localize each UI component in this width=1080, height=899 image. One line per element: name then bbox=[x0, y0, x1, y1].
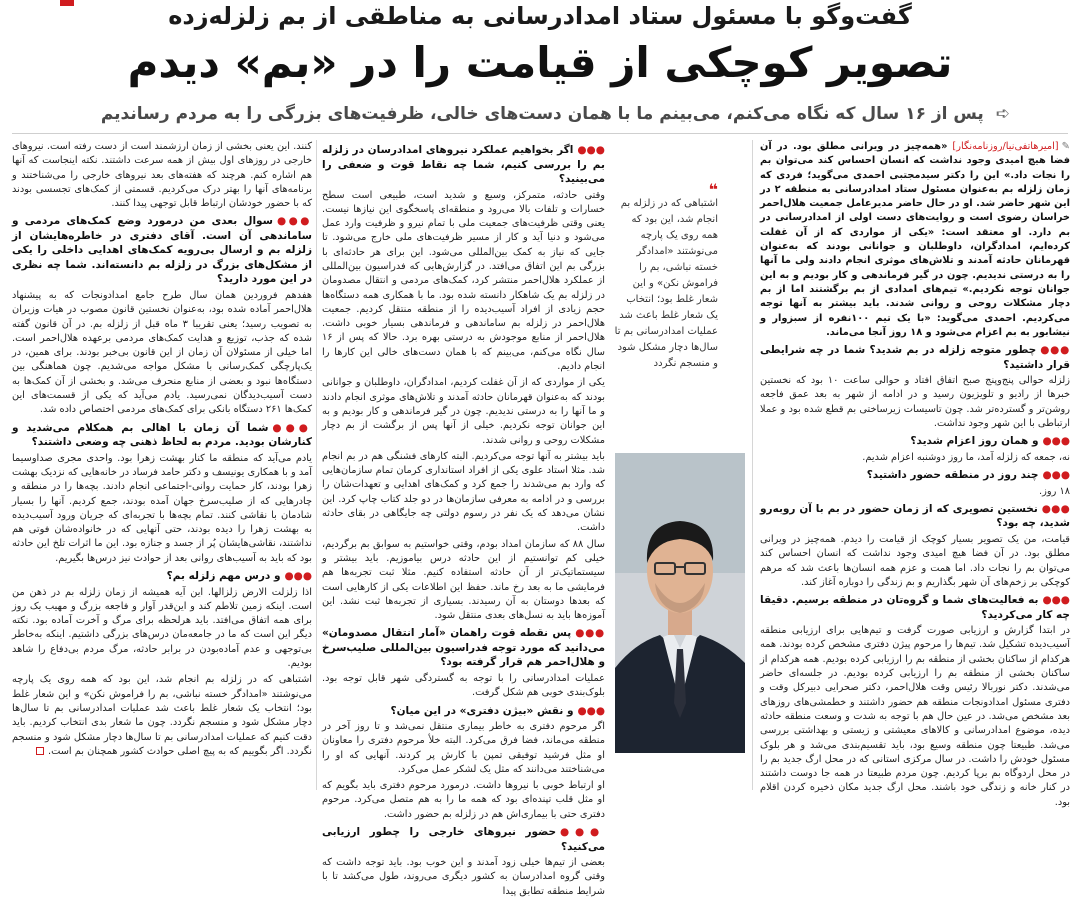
lead-text: «همه‌چیز در ویرانی مطلق بود. در آن فضا هیچ امیدی وجود نداشت که انسان احساس کند می‌توان بم را نجات داد.» این را دکتر سیدمجتبی احمدی می‌گوید؛ فردی که زمان زلزله بم به‌عنوان مسئول ستاد امدادرسانی به منطقه ۲ در این شهر حاضر شد. او در حال حاضر مدیرعامل جمعیت هلال‌احمر خراسان رضوی است و روایت‌های دست اولی از امدادرسانی در بم دارد. او معتقد است: «یکی از مواردی که از آن غفلت کرده‌ایم، امدادگران، داوطلبان و جوانانی بودند که به‌عنوان قهرمانان حادثه آمدند و تلاش‌های موثری انجام دادند ولی ما آنها را به درستی ندیدیم. چون در گیر فرماندهی و کار بودیم و به این جوانان توجه نکردیم.» تیم‌های امدادی از بم برگشتند اما از بم دچار مشکلات روحی و روانی شدند. باید بیشتر به آنها توجه می‌کردیم. احمدی می‌گوید: «با یک تیم ۱۰۰نفره از سبزوار و نیشابور به بم اعزام می‌شود و ۱۸ روز آنجا می‌ماند. bbox=[760, 141, 1070, 338]
subhead-text: پس از ۱۶ سال که نگاه می‌کنم، می‌بینم ما با همان دست‌های خالی، ظرفیت‌های بزرگی را به مردم رساندیم bbox=[100, 104, 984, 124]
question: ●●●و همان روز اعزام شدید؟ bbox=[910, 435, 1070, 448]
portrait-illustration bbox=[615, 453, 745, 753]
answer: اذا زلزلت الارض زلزالها. این آیه همیشه از زمان زلزله بم در ذهن من است. اینکه زمین تلاطم کند و این‌قدر آوار و فاجعه بزرگ و مهیب یک روز برای همه اتفاق می‌افتد. باید هرلحظه برای مرگ و آخرت آماده بود. نکته دیگر این است که ما در جامعه‌مان درس‌های بزرگی داشتیم. اینکه به‌خاطر بی‌توجهی و عدم آماده‌بودن در برابر حادثه، مرگ مردم بی‌دفاع را شاهد بودیم. bbox=[12, 586, 312, 670]
question: ●●●به فعالیت‌های شما و گروه‌تان در منطقه برسیم. دقیقا چه کار می‌کردید؟ bbox=[760, 594, 1070, 621]
header-divider bbox=[12, 133, 1068, 134]
article-headline: تصویر کوچکی از قیامت را در «بم» دیدم bbox=[127, 38, 953, 87]
question: ●●●نخستین تصویری که از زمان حضور در بم با آن روبه‌رو شدید، چه بود؟ bbox=[760, 502, 1070, 530]
bullet-dots-icon: ●●● bbox=[276, 215, 312, 228]
bullet-dots-icon: ●●● bbox=[1042, 594, 1070, 607]
question: ●●●سوال بعدی من درمورد وضع کمک‌های مردمی و ساماندهی آن است. آقای دفتری در خاطره‌هایشان از زلزله بم و ارسال بی‌رویه کمک‌های اهدایی داخلی را یکی از مشکل‌های بزرگ در زلزله بم دانسته‌اند. شما چه نظری در این مورد دارید؟ bbox=[12, 215, 312, 286]
quote-icon: ❝ bbox=[708, 180, 718, 199]
bullet-dots-icon: ●●● bbox=[577, 144, 605, 156]
answer: او ارتباط خوبی با نیروها داشت. درمورد مرحوم دفتری باید بگویم که او مثل قلب تپنده‌ای بود که همه ما را به هم متصل می‌کرد. مرحوم دفتری حتی با بیماری‌اش هم در زلزله بم حضور داشت. bbox=[322, 780, 605, 820]
pen-icon: ✎ bbox=[1061, 141, 1070, 152]
arrow-icon: ➪ bbox=[995, 104, 1010, 124]
right-column bbox=[760, 140, 1070, 808]
answer: اشتباهی که در زلزله بم انجام شد، این بود که همه روی یک پارچه می‌نوشتند «امدادگر خسته نباشی، بم را فراموش نکن» و این شعار غلط بود؛ انتخاب یک شعار غلط باعث شد عملیات امدادرسانی بم تا سال‌ها دچار مشکل شود و منسجم نگردد. چون ما شعار بدی انتخاب کردیم. باید دقت کنیم که عملیات امدادرسانی بم تا سال‌ها دچار مشکل شود و منسجم نگردد. اگر بگوییم که به پیچ اصلی حوادث کشور همچنان بم است. bbox=[12, 674, 312, 757]
question: ●●●و نقش «بیژن دفتری» در این میان؟ bbox=[390, 704, 605, 717]
question: ●●●چند روز در منطقه حضور داشتید؟ bbox=[866, 469, 1070, 482]
author-byline: [امیرهاتفی‌نیا/روزنامه‌نگار] bbox=[952, 141, 1059, 152]
question: ●●●حضور نیروهای خارجی را چطور ارزیابی می‌کنید؟ bbox=[322, 826, 605, 853]
answer: اگر مرحوم دفتری به خاطر بیماری منتقل نمی‌شد و تا روز آخر در منطقه می‌ماند، فضا فرق می‌کرد. البته خلأ مرحوم دفتری را معاونان او مثل فرشید توفیقی تمپن با کارش پر کردند. آنهایی که او را می‌شناختند می‌دانند که مثل یک لشکر عمل می‌کرد. bbox=[322, 721, 605, 775]
bullet-dots-icon: ●●● bbox=[1042, 469, 1070, 482]
question: ●●●اگر بخواهیم عملکرد نیروهای امدادرسان در زلزله بم را بررسی کنیم، شما چه نقاط قوت و ضعفی را می‌بینید؟ bbox=[322, 144, 605, 185]
answer: وقتی حادثه، متمرکز، وسیع و شدید است، طبیعی است سطح خسارات و تلفات بالا می‌رود و منطقه‌ای پاسخگوی این نیازها نیست. یعنی وقتی ظرفیت‌های جمعیت ملی با تمام نیرو و ظرفیت وارد عمل می‌شود و دنیا آید و کار از مسیر ظرفیت‌های ملی خارج می‌شود. تا جایی که نیاز به کمک بین‌المللی می‌شود. این برای هر حادثه‌ای با بزرگی بم این اتفاق می‌افتد. در گزارش‌هایی که فدراسیون بین‌المللی از عملکرد هلال‌احمر منتشر کرد، کمک‌های مردمی و انتقال مصدومان در زلزله بم یک شاهکار دانسته شده بود. ما با همکاری همه دستگاه‌ها حجم زیادی از افراد آسیب‌دیده را از منطقه منتقل کردیم. جمعیت هلال‌احمر در زلزله بم ساماندهی و فرماندهی بسیار خوبی داشت. هلال‌احمر از منابع موجودش به درستی بهره برد. حالا که پس از ۱۶ سال نگاه می‌کنم، می‌بینم که با همان دست‌های خالی این کارها را انجام دادیم. bbox=[322, 189, 605, 373]
answer: هفدهم فروردین همان سال طرح جامع امدادونجات که به پیشنهاد هلال‌احمر آماده شده بود، به‌عنوان نخستین قانون مصوب در هیات وزیران به تصویب رسید؛ یعنی تقریبا ۳ ماه قبل از زلزله بم. در آن قانون گفته شده که جذب، توزیع و هدایت کمک‌های مردمی برعهده هلال‌احمر است. اما خیلی از مسئولان آن زمان از این قانون بی‌خبر بودند. برای همین، در یک‌پارچگی کمک‌رسانی با مشکل مواجه می‌شدیم. چون هماهنگی بین دستگاه‌ها نبود و بعضی از منابع منحرف می‌شد. و بخشی از آن کمک‌ها به دست آسیب‌دیدگان نمی‌رسید. یادم می‌آید که یکی از قسمت‌های این کمک‌ها ۲۶۱ دستگاه بانکی برای کمک‌های مردمی اختصاص داده شد. bbox=[12, 289, 312, 416]
question: ●●●پس نقطه قوت راهمان «آمار انتقال مصدومان» می‌دانید که مورد توجه فدراسیون بین‌المللی صلیب‌سرخ و هلال‌احمر هم قرار گرفته بود؟ bbox=[322, 627, 605, 669]
answer: یکی از مواردی که از آن غفلت کردیم، امدادگران، داوطلبان و جوانانی بودند که به‌عنوان قهرمانان حادثه آمدند و تلاش‌های موثری انجام دادند و ما آنها را به درستی ندیدیم. چون در گیر فرماندهی و کار بودیم و به این جوانان توجه نکردیم. خیلی از آنها پس از برگشت از بم دچار مشکلات روحی و روانی شدند. bbox=[322, 377, 605, 446]
answer: قیامت، من یک تصویر بسیار کوچک از قیامت را دیدم. همه‌چیز در ویرانی مطلق بود. در آن فضا هیچ امیدی وجود نداشت که انسان احساس کند می‌توان بم را نجات داد. اما همت و عزم همه انسان‌ها باعث شد که مرهم کوچکی بر زخم‌های آن شهر بگذاریم و بم زندگی را دوباره آغاز کند. bbox=[760, 533, 1070, 588]
middle-column bbox=[322, 140, 605, 897]
answer: سال ۸۸ که سازمان امداد بودم، وقتی خواستیم به سوابق بم برگردیم، خیلی کم توانستیم از این حادثه درس بیاموزیم. باید بیشتر و سیستماتیک‌تر از آن حادثه استفاده کنیم. مثلا ثبت تجربه‌ها هم فرمایشی ما به بعد رخ ماند. حفظ این اطلاعات یکی از کارهایی است که بعدها دوستان به آن رسیدند. بسیاری از تجربه‌ها ثبت نشد. این آموزه‌ها باید به نسل‌های بعدی منتقل شود. bbox=[322, 538, 605, 622]
lead-paragraph bbox=[760, 140, 1070, 340]
bullet-dots-icon: ●●● bbox=[577, 704, 605, 717]
bullet-dots-icon: ●●● bbox=[575, 627, 605, 640]
bullet-dots-icon: ●●● bbox=[1041, 502, 1070, 515]
answer: یادم می‌آید که منطقه ما کنار بهشت زهرا بود. واحدی مجری صداوسیما آمد و با همکاری یونیسف و دکتر حامد فرساد در خانه‌هایی که نزدیک بهشت زهرا بودند، کار حمایت روانی-اجتماعی انجام دادند. بچه‌ها را در منطقه و چادرهایی که از صلیب‌سرخ جهان آمده بودند، جمع کردیم. آنها را بسیار شادمان با نقاشی کنند. تمام بچه‌ها با تجربه‌ای که جریان ورود آسیب‌دیده به بهشت زهرا را دیده بودند، ‌حتی آنهایی که در خانواده‌شان فوتی هم نداشتند، نقاشی‌هایشان پُر از جسد و جنازه بود. این ما اثرات تلخ این حادثه بود که باید به آسیب‌های روانی بعد از حوادث نیز درس‌ها بگیریم. bbox=[12, 452, 312, 564]
answer: ۱۸ روز. bbox=[1039, 485, 1070, 497]
answer: در ابتدا گزارش و ارزیابی صورت گرفت و تیم‌هایی برای ارزیابی منطقه آسیب‌دیده تشکیل شد. تیم‌ها را مرحوم پیژن دفتری مشخص کرده بودند. همه هرکدام از ساکنان بخشی از منطقه بم را ارزیابی کرده بودیم. همه هرکدام از ساکنان بخشی از منطقه بم را ارزیابی کرده بودیم. در جلسه‌ای حاضر می‌شدند. دکتر نوربالا رئیس وقت هلال‌احمر، دکتر صحرایی دبیرکل وقت و دفتری مسئول امدادونجات منطقه هم حضور داشتند و خطمشی‌های روزهای بعد مشخص می‌شد. در عین حال هم با توجه به شدت و وسعت منطقه حادثه دیده، موضوع امدادرسانی و کالاهای معیشتی و زیستی و بهداشتی بررسی می‌شد. طبیعتا چون منطقه وسیع بود، باید تقسیم‌بندی می‌شد و هر بلوک مسئول خودش را داشت. در سال مرکزی استانی که در محل ارگ جدید بم را در محل اردوگاه بم برپا کردیم. چون مردم طبیعتا در همه جا دوست داشتند در کنار خانه و زندگی خود باشند. محل ارگ جدید مکان ذخیره کردن اقلام بود. bbox=[760, 625, 1070, 808]
portrait-photo bbox=[615, 453, 745, 753]
column-divider bbox=[316, 140, 317, 790]
bullet-dots-icon: ●●● bbox=[1042, 435, 1070, 448]
bullet-dots-icon: ●●● bbox=[272, 421, 312, 434]
bullet-dots-icon: ●●● bbox=[560, 826, 605, 839]
article-subhead bbox=[100, 104, 1010, 124]
article-kicker: گفت‌وگو با مسئول ستاد امدادرسانی به مناطقی از بم زلزله‌زده bbox=[168, 2, 912, 30]
question: ●●●چطور متوجه زلزله در بم شدید؟ شما در چه شرایطی قرار داشتید؟ bbox=[760, 344, 1070, 371]
answer: بعضی از تیم‌ها خیلی زود آمدند و این خوب بود. باید توجه داشت که وقتی گروه امدادرسان به کشور دیگری می‌روند، طول می‌کشد تا با شرایط منطقه تطابق پیدا bbox=[322, 857, 605, 897]
bullet-dots-icon: ●●● bbox=[1040, 344, 1070, 357]
answer: کنند. این یعنی بخشی از زمان ارزشمند است از دست رفته است. نیروهای خارجی در روزهای اول بیش از همه سرعت داشتند. نکته اینجاست که آنها هم اشاره کنم. هرچند که هفته‌های بعد نیروهای خارجی را می‌شناختند و برنامه‌های آنها را بهتر درک می‌کردیم. قسمتی از کمک‌های تجسسی بودند که با حضور خودشان ارتباط قابل توجهی پیدا کنند. bbox=[12, 141, 312, 210]
left-column bbox=[12, 140, 312, 790]
question: ●●●شما آن زمان با اهالی بم همکلام می‌شدید و کنارشان بودید. مردم به لحاظ ذهنی چه وضعی داشتند؟ bbox=[12, 421, 312, 449]
bullet-dots-icon: ●●● bbox=[284, 570, 312, 583]
pull-quote: اشتباهی که در زلزله بم انجام شد، این بود که همه روی یک پارچه می‌نوشتند «امدادگر خسته نباشی، بم را فراموش نکن» و این شعار غلط بود؛ انتخاب یک شعار غلط باعث شد عملیات امدادرسانی بم تا سال‌ها دچار مشکل شود و منسجم نگردد bbox=[614, 198, 718, 369]
question: ●●●و درس مهم زلزله بم؟ bbox=[166, 570, 312, 583]
end-square-icon bbox=[36, 747, 44, 755]
answer: نه، جمعه که زلزله آمد، ما روز دوشنبه اعزام شدیم. bbox=[862, 451, 1070, 463]
answer: زلزله حوالی پنج‌وپنج صبح اتفاق افتاد و حوالی ساعت ۱۰ بود که نخستین خبرها از رادیو و تلویزیون رسید و در ادامه از شهر به بعد عمق فاجعه روشن‌تر و گسترده‌تر شد. چون تاسیسات زیرساختی بم قطع شده بود و عملا ارتباطی با این شهر وجود نداشت. bbox=[760, 375, 1070, 430]
answer: عملیات امدادرسانی را با توجه به گستردگی شهر قابل توجه بود. بلوک‌بندی خوبی هم شکل گرفت. bbox=[322, 672, 605, 699]
column-divider bbox=[752, 140, 753, 790]
answer: باید بیشتر به آنها توجه می‌کردیم. البته کارهای فشنگی هم در بم انجام شد. مثلا استاد علوی یکی از افراد استانداری کرمان تمام سازمان‌هایی که وارد بم می‌شدند را جمع کرد و کمک‌های اهدایی و تعهدات‌شان را بررسی و در ادامه به معرفی سازمان‌ها در دو جلد کتاب چاپ کرد. این نشان می‌دهد که یک نفر در رسوم دولتی چه جایگاهی در بقای حادثه داشت. bbox=[322, 450, 605, 534]
